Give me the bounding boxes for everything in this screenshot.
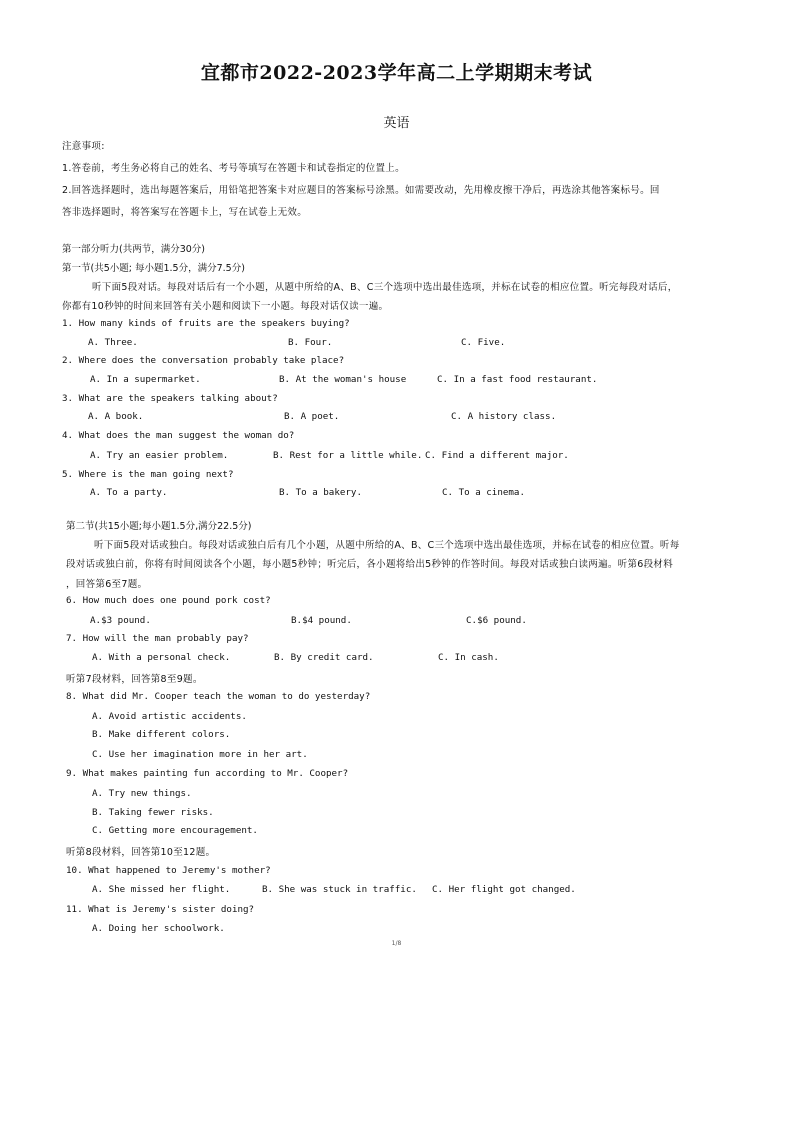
option-b: B. A poet. xyxy=(284,411,340,422)
option-a: A. Try an easier problem. xyxy=(90,450,229,461)
question: 5. Where is the man going next? xyxy=(62,469,234,480)
option-a: A. To a party. xyxy=(90,487,168,498)
option-a: A. Three. xyxy=(88,337,138,348)
notes-item: 2.回答选择题时，选出每题答案后，用铅笔把答案卡对应题目的答案标号涂黑。如需要改动，先用橡皮擦干净后，再选涂其他答案标号。回 xyxy=(62,185,660,196)
option-b: B. Make different colors. xyxy=(92,729,231,740)
option-b: B. At the woman's house xyxy=(279,374,407,385)
option-b: B. By credit card. xyxy=(274,652,374,663)
question: 2. Where does the conversation probably take place? xyxy=(62,355,345,366)
option-a: A. Doing her schoolwork. xyxy=(92,923,225,934)
part-heading: 第一部分听力(共两节，满分30分) xyxy=(62,244,206,255)
subject-title: 英语 xyxy=(383,116,410,131)
option-c: C. Find a different major. xyxy=(425,450,569,461)
section-instruction: 段对话或独白前，你将有时间阅读各个小题，每小题5秒钟；听完后，各小题将给出5秒钟的作答时间。每段对话或独白读两遍。听第6段材料 xyxy=(66,559,674,570)
section-instruction: 听下面5段对话。每段对话后有一个小题，从题中所给的A、B、C三个选项中选出最佳选项，并标在试卷的相应位置。听完每段对话后， xyxy=(92,282,678,293)
option-b: B. Four. xyxy=(288,337,333,348)
option-b: B. To a bakery. xyxy=(279,487,362,498)
notes-heading: 注意事项: xyxy=(62,141,105,152)
option-a: A. In a supermarket. xyxy=(90,374,201,385)
option-c: C. In cash. xyxy=(438,652,499,663)
material-note: 听第8段材料，回答第10至12题。 xyxy=(66,847,216,858)
option-a: A. Avoid artistic accidents. xyxy=(92,711,247,722)
option-a: A. Try new things. xyxy=(92,788,192,799)
question: 1. How many kinds of fruits are the speakers buying? xyxy=(62,318,350,329)
question: 11. What is Jeremy's sister doing? xyxy=(66,904,255,915)
question: 10. What happened to Jeremy's mother? xyxy=(66,865,271,876)
exam-title: 宜都市2022-2023学年高二上学期期末考试 xyxy=(200,62,593,84)
option-b: B. Taking fewer risks. xyxy=(92,807,214,818)
option-a: A. With a personal check. xyxy=(92,652,231,663)
option-c: C.$6 pound. xyxy=(466,615,527,626)
option-c: C. To a cinema. xyxy=(442,487,525,498)
question: 6. How much does one pound pork cost? xyxy=(66,595,271,606)
option-c: C. Five. xyxy=(461,337,506,348)
option-c: C. In a fast food restaurant. xyxy=(437,374,598,385)
question: 7. How will the man probably pay? xyxy=(66,633,249,644)
option-c: C. Use her imagination more in her art. xyxy=(92,749,308,760)
option-c: C. A history class. xyxy=(451,411,557,422)
question: 8. What did Mr. Cooper teach the woman to do yesterday? xyxy=(66,691,371,702)
option-c: C. Her flight got changed. xyxy=(432,884,576,895)
section-heading: 第一节(共5小题; 每小题1.5分，满分7.5分) xyxy=(62,263,245,274)
option-a: A. She missed her flight. xyxy=(92,884,231,895)
option-b: B.$4 pound. xyxy=(291,615,352,626)
option-a: A.$3 pound. xyxy=(90,615,151,626)
question: 9. What makes painting fun according to Mr. Cooper? xyxy=(66,768,349,779)
material-note: 听第7段材料，回答第8至9题。 xyxy=(66,674,203,685)
option-c: C. Getting more encouragement. xyxy=(92,825,258,836)
page-number: 1/8 xyxy=(391,940,402,947)
option-a: A. A book. xyxy=(88,411,144,422)
option-b: B. She was stuck in traffic. xyxy=(262,884,417,895)
notes-item: 1.答卷前，考生务必将自己的姓名、考号等填写在答题卡和试卷指定的位置上。 xyxy=(62,163,405,174)
section-instruction: 听下面5段对话或独白。每段对话或独白后有几个小题，从题中所给的A、B、C三个选项中选出最佳选项，并标在试卷的相应位置。听每 xyxy=(94,540,680,551)
notes-item: 答非选择题时，将答案写在答题卡上，写在试卷上无效。 xyxy=(62,207,308,218)
question: 3. What are the speakers talking about? xyxy=(62,393,278,404)
option-b: B. Rest for a little while. xyxy=(273,450,423,461)
section-instruction: ，回答第6至7题。 xyxy=(66,579,148,590)
section-instruction: 你都有10秒钟的时间来回答有关小题和阅读下一小题。每段对话仅读一遍。 xyxy=(62,301,389,312)
section-heading: 第二节(共15小题;每小题1.5分,满分22.5分) xyxy=(66,521,252,532)
question: 4. What does the man suggest the woman do? xyxy=(62,430,295,441)
